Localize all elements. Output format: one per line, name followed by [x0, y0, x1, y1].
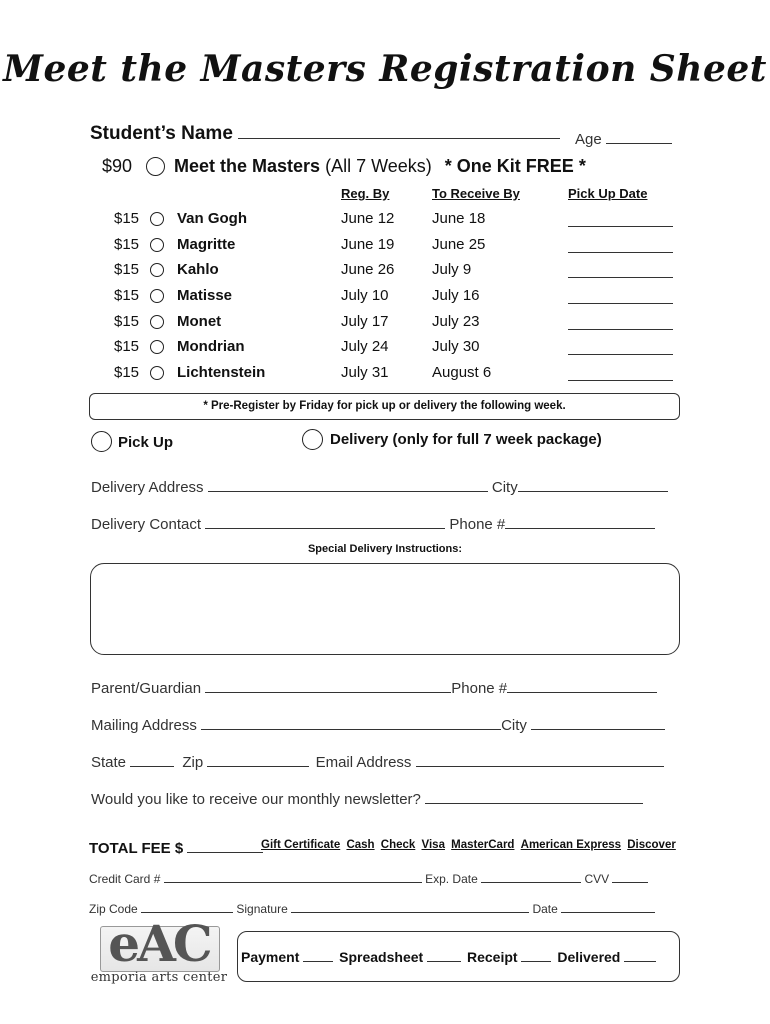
list-item: $15 Kahlo June 26 July 9 [0, 261, 770, 285]
delivery-address-row [91, 475, 668, 496]
pickup-date-field[interactable] [568, 338, 673, 355]
date-label: Date [532, 902, 558, 916]
list-item: $15 Mondrian July 24 July 30 [0, 338, 770, 362]
artist-radio[interactable] [150, 340, 164, 354]
col-reg-by: Reg. By [341, 186, 390, 201]
exp-date-field[interactable] [481, 870, 581, 883]
zip-label: Zip [182, 754, 204, 771]
logo-name: emporia arts center [90, 970, 228, 985]
date-field[interactable] [561, 900, 655, 913]
artist-radio[interactable] [150, 315, 164, 329]
guardian-phone-label: Phone # [451, 680, 508, 697]
delivery-phone-field[interactable] [505, 512, 655, 529]
method-american-express[interactable]: American Express [520, 839, 622, 851]
email-label: Email Address [315, 754, 412, 771]
package-weeks: (All 7 Weeks) [325, 156, 432, 176]
mailing-label: Mailing Address [91, 717, 197, 734]
package-name: Meet the Masters [174, 156, 321, 176]
list-item: $15 Magritte June 19 June 25 [0, 236, 770, 260]
delivery-city-label: City [491, 479, 518, 496]
package-price: $90 [102, 156, 133, 176]
total-fee-row [89, 836, 263, 857]
package-label [174, 156, 586, 177]
logo-letters: eAC [108, 914, 210, 973]
credit-card-row [89, 870, 648, 886]
newsletter-field[interactable] [425, 787, 643, 804]
student-name-row [90, 122, 560, 145]
card-zip-field[interactable] [141, 900, 233, 913]
preregister-note: * Pre-Register by Friday for pick up or delivery the following week. [203, 400, 566, 412]
pickup-radio[interactable] [91, 431, 112, 452]
card-zip-label: Zip Code [89, 902, 138, 916]
preregister-box [89, 393, 680, 420]
age-row [575, 127, 672, 148]
artist-radio[interactable] [150, 289, 164, 303]
state-label: State [91, 754, 127, 771]
delivery-contact-row [91, 512, 655, 533]
method-check[interactable]: Check [380, 839, 416, 851]
emporia-logo [86, 914, 232, 986]
total-fee-label: TOTAL FEE $ [89, 840, 184, 857]
pickup-label: Pick Up [118, 434, 174, 451]
office-spreadsheet-field[interactable] [427, 949, 461, 962]
list-item: $15 Matisse July 10 July 16 [0, 287, 770, 311]
guardian-phone-field[interactable] [507, 676, 657, 693]
cvv-field[interactable] [612, 870, 648, 883]
delivery-address-label: Delivery Address [91, 479, 204, 496]
delivery-contact-label: Delivery Contact [91, 516, 202, 533]
office-payment-label: Payment [241, 949, 300, 965]
delivery-address-field[interactable] [208, 475, 488, 492]
pickup-date-field[interactable] [568, 236, 673, 253]
newsletter-label: Would you like to receive our monthly newsletter? [91, 791, 421, 808]
guardian-field[interactable] [205, 676, 451, 693]
package-radio[interactable] [146, 157, 165, 176]
special-instructions-label: Special Delivery Instructions: [307, 543, 463, 555]
office-spreadsheet-label: Spreadsheet [339, 949, 424, 965]
pickup-date-field[interactable] [568, 287, 673, 304]
exp-date-label: Exp. Date [425, 872, 478, 886]
page-title: Meet the Masters Registration Sheet [3, 48, 767, 90]
signature-field[interactable] [291, 900, 529, 913]
state-zip-email-row [91, 750, 664, 771]
office-use-box [237, 931, 680, 982]
cvv-label: CVV [584, 872, 610, 886]
mailing-row [91, 713, 665, 734]
list-item: $15 Lichtenstein July 31 August 6 [0, 364, 770, 388]
col-receive-by: To Receive By [432, 186, 520, 201]
guardian-label: Parent/Guardian [91, 680, 202, 697]
pickup-date-field[interactable] [568, 210, 673, 227]
office-delivered-field[interactable] [624, 949, 656, 962]
artist-radio[interactable] [150, 238, 164, 252]
delivery-city-field[interactable] [518, 475, 668, 492]
artist-radio[interactable] [150, 263, 164, 277]
credit-card-field[interactable] [164, 870, 422, 883]
method-gift-certificate[interactable]: Gift Certificate [261, 839, 341, 851]
guardian-row [91, 676, 657, 697]
newsletter-row [91, 787, 643, 808]
list-item: $15 Monet July 17 July 23 [0, 313, 770, 337]
mailing-city-field[interactable] [531, 713, 665, 730]
student-name-label: Student’s Name [90, 123, 233, 144]
list-item: $15 Van Gogh June 12 June 18 [0, 210, 770, 234]
package-row [102, 156, 132, 177]
delivery-contact-field[interactable] [205, 512, 445, 529]
total-fee-field[interactable] [187, 836, 263, 853]
signature-label: Signature [236, 902, 288, 916]
office-payment-field[interactable] [303, 949, 333, 962]
pickup-date-field[interactable] [568, 364, 673, 381]
artist-radio[interactable] [150, 366, 164, 380]
method-visa[interactable]: Visa [421, 839, 445, 851]
office-receipt-field[interactable] [521, 949, 551, 962]
email-field[interactable] [416, 750, 664, 767]
age-label: Age [575, 131, 602, 148]
office-receipt-label: Receipt [466, 949, 518, 965]
zip-field[interactable] [207, 750, 309, 767]
student-name-field[interactable] [238, 122, 560, 139]
delivery-phone-label: Phone # [449, 516, 506, 533]
office-delivered-label: Delivered [557, 949, 621, 965]
mailing-field[interactable] [201, 713, 501, 730]
payment-methods [261, 839, 676, 851]
method-discover[interactable]: Discover [627, 839, 676, 851]
pickup-date-field[interactable] [568, 313, 673, 330]
delivery-label: Delivery (only for full 7 week package) [330, 431, 602, 448]
pickup-date-field[interactable] [568, 261, 673, 278]
age-field[interactable] [606, 127, 672, 144]
state-field[interactable] [130, 750, 174, 767]
office-use-row [241, 949, 656, 965]
method-mastercard[interactable]: MasterCard [451, 839, 515, 851]
package-note: * One Kit FREE * [444, 156, 586, 176]
method-cash[interactable]: Cash [346, 839, 375, 851]
col-pickup-date: Pick Up Date [568, 186, 648, 201]
special-instructions-box[interactable] [90, 563, 680, 655]
credit-card-label: Credit Card # [89, 872, 161, 886]
delivery-radio[interactable] [302, 429, 323, 450]
artist-radio[interactable] [150, 212, 164, 226]
mailing-city-label: City [501, 717, 527, 734]
